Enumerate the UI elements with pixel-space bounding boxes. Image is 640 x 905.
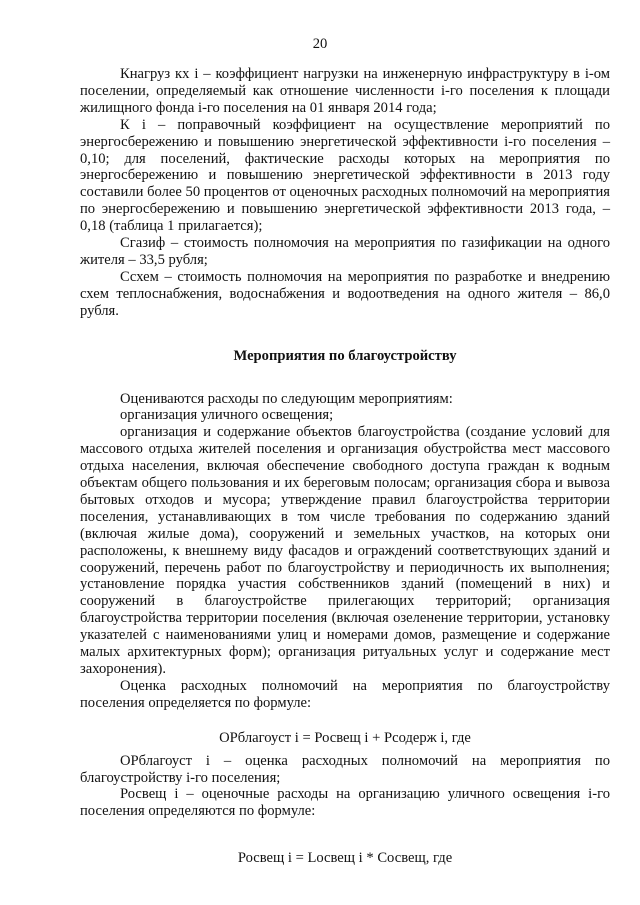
formula-orblagoust: ОРблагоуст i = Росвещ i + Рсодерж i, где: [219, 729, 471, 746]
paragraph-sgazif: Сгазиф – стоимость полномочия на мероприятия по газификации на одного жителя – 33,5 рубля;: [80, 235, 610, 268]
paragraph-sskhem: Ссхем – стоимость полномочия на мероприятия по разработке и внедрению схем теплоснабжения, водоснабжения и водоотведения на одного жителя – 86,0 рубля.: [80, 268, 610, 319]
paragraph-orblagoust-def: ОРблагоуст i – оценка расходных полномочий на мероприятия по благоустройству i-го поселения;: [80, 752, 610, 786]
document-body: [80, 66, 610, 867]
section-heading: Мероприятия по благоустройству: [233, 347, 457, 364]
paragraph-k-coefficient: К i – поправочный коэффициент на осуществление мероприятий по энергосбережению и повышению энергетической эффективности i-го поселения – 0,10; для поселений, фактические расходы которых на мероприятия по энергосбережению и повышению энергетической эффективности в 2013 году составили более 50 процентов от оценочных расходных полномочий на мероприятия по энергосбережению и повышению энергетической эффективности 2013 года, – 0,18 (таблица 1 прилагается);: [80, 116, 610, 235]
paragraph-street-lighting: организация уличного освещения;: [120, 407, 334, 424]
paragraph-landscaping-objects: организация и содержание объектов благоустройства (создание условий для массового отдыха жителей поселения и организация обустройства мест массового отдыха населения, включая обеспечение свободного доступа граждан к водным объектам общего пользования и их береговым полосам; организация сбора и вывоза бытовых отходов и мусора; утверждение правил благоустройства территории поселения, устанавливающих в том числе требования по содержанию зданий (включая жилые дома), сооружений и земельных участков, на которых они расположены, к внешнему виду фасадов и ограждений соответствующих зданий и сооружений, перечень работ по благоустройству и периодичность их выполнения; установление порядка участия собственников зданий (помещений в них) и сооружений в благоустройстве прилегающих территорий; организация благоустройства территории поселения (включая озеленение территории, установку указателей с наименованиями улиц и номерами домов, размещение и содержание малых архитектурных форм); организация ритуальных услуг и содержание мест захоронения).: [80, 424, 610, 677]
paragraph-intro: Оцениваются расходы по следующим мероприятиям:: [120, 390, 453, 407]
page-number: 20: [312, 36, 328, 52]
paragraph-rosveshch-def: Росвещ i – оценочные расходы на организацию уличного освещения i-го поселения определяются по формуле:: [80, 786, 610, 820]
paragraph-knagruz: Кнагруз кх i – коэффициент нагрузки на инженерную инфраструктуру в i-ом поселении, определяемый как отношение численности i-го поселения к площади жилищного фонда i-го поселения на 01 января 2014 года;: [80, 66, 610, 116]
formula-rosveshch: Росвещ i = Lосвещ i * Сосвещ, где: [237, 850, 453, 867]
paragraph-assessment: Оценка расходных полномочий на мероприятия по благоустройству поселения определяется по формуле:: [80, 677, 610, 711]
